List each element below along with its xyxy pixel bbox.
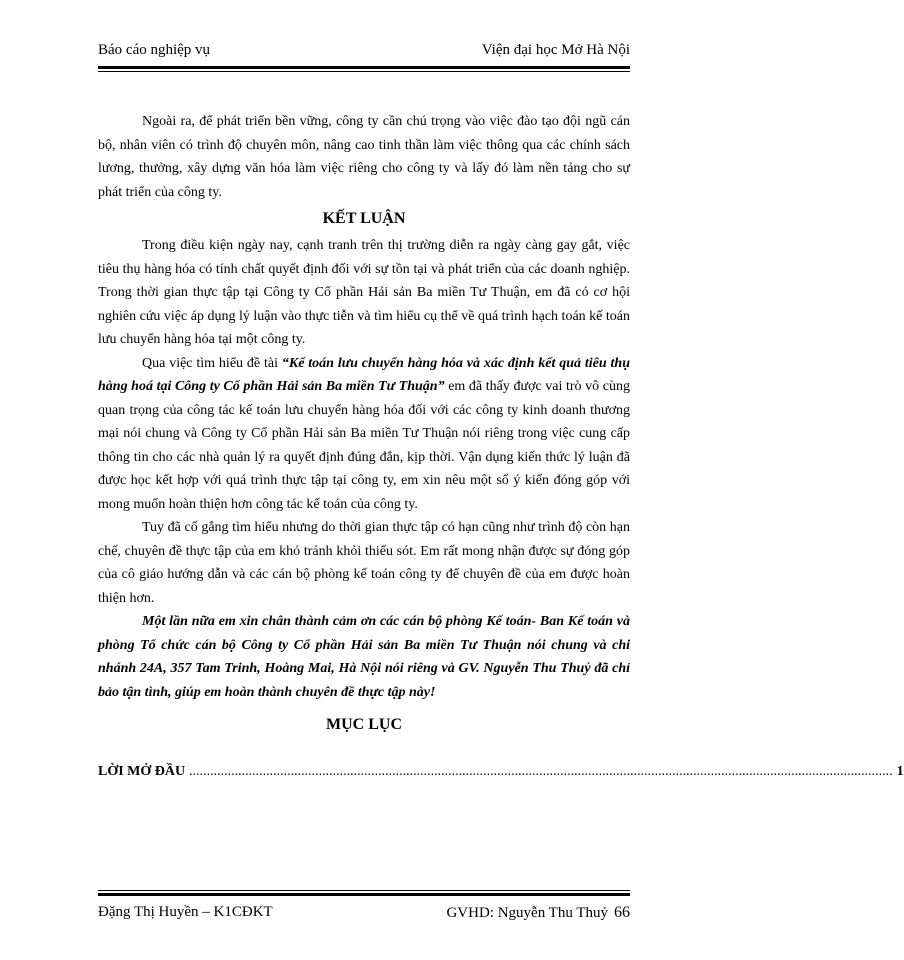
- topic-title: “Kế toán lưu chuyển hàng hóa và xác định kết quả tiêu thụ hàng hoá tại Công ty Cổ phần Hải sản Ba miền Tư Thuận”: [98, 355, 630, 394]
- heading-toc: MỤC LỤC: [326, 716, 402, 733]
- toc-entry-page: 1: [896, 764, 904, 779]
- header-rule-thick: [98, 66, 630, 69]
- header-report-title: Báo cáo nghiệp vụ: [98, 42, 211, 58]
- page-header: [98, 38, 630, 64]
- footer-supervisor-name: GVHD: Nguyễn Thu Thuỷ: [446, 905, 608, 921]
- header-institute: Viện đại học Mở Hà Nội: [481, 42, 630, 58]
- topic-intro: Qua việc tìm hiểu đề tài: [142, 355, 282, 371]
- document-body: [98, 110, 904, 784]
- footer-supervisor: [446, 904, 630, 922]
- footer-author: Đặng Thị Huyền – K1CĐKT: [98, 904, 273, 920]
- paragraph-development: Ngoài ra, để phát triển bền vững, công ty cần chú trọng vào việc đào tạo đội ngũ cán bộ, nhân viên có trình độ chuyên môn, nâng cao tinh thần làm việc thông qua các chính sách lương, thưởng, xây dựng văn hóa làm việc riêng cho công ty và lấy đó làm nền tảng cho sự phát triển của công ty.: [98, 114, 630, 200]
- paragraph-conditions: Trong điều kiện ngày nay, cạnh tranh trên thị trường diễn ra ngày càng gay gắt, việc tiêu thụ hàng hóa có tính chất quyết định đối với sự tồn tại và phát triển của các doanh nghiệp. Trong thời gian thực tập tại Công ty Cổ phần Hải sản Ba miền Tư Thuận, em đã có cơ hội nghiên cứu việc áp dụng lý luận vào thực tiễn và tìm hiểu cụ thể về quá trình hạch toán kế toán lưu chuyển hàng hóa tại một công ty.: [98, 238, 630, 347]
- page-number: 66: [614, 904, 630, 921]
- paragraph-thanks: Một lần nữa em xin chân thành cảm ơn các cán bộ phòng Kế toán- Ban Kế toán và phòng Tổ chức cán bộ Công ty Cổ phần Hải sản Ba miền Tư Thuận nói chung và chi nhánh 24A, 357 Tam Trinh, Hoàng Mai, Hà Nội nói riêng và GV. Nguyễn Thu Thuỷ đã chỉ bảo tận tình, giúp em hoàn thành chuyên đề thực tập này!: [98, 614, 630, 700]
- toc-entry[interactable]: [98, 760, 904, 784]
- toc-leader-dots: .........................................................................................................................................................................................................: [189, 764, 893, 779]
- paragraph-topic: [98, 352, 630, 517]
- paragraph-limitations: Tuy đã cố gắng tìm hiểu nhưng do thời gian thực tập có hạn cũng như trình độ còn hạn chế, chuyên đề thực tập của em khó tránh khỏi thiếu sót. Em rất mong nhận được sự đóng góp của cô giáo hướng dẫn và các cán bộ phòng kế toán công ty để chuyên đề của em được hoàn thiện hơn.: [98, 520, 630, 606]
- footer-rule-thick: [98, 893, 630, 896]
- footer-rule-thin: [98, 890, 630, 891]
- toc-entry-label: LỜI MỞ ĐẦU: [98, 764, 186, 779]
- heading-conclusion: KẾT LUẬN: [322, 210, 406, 227]
- topic-rest: em đã thấy được vai trò vô cùng quan trọng của công tác kế toán lưu chuyển hàng hóa đối với các công ty kinh doanh thương mại nói chung và Công ty Cổ phần Hải sản Ba miền Tư Thuận nói riêng trong việc cung cấp thông tin cho các nhà quản lý ra quyết định đúng đắn, kịp thời. Vận dụng kiến thức lý luận đã được học kết hợp với quá trình thực tập tại công ty, em xin nêu một số ý kiến đóng góp với mong muốn hoàn thiện hơn công tác kế toán của công ty.: [98, 379, 630, 512]
- page-footer: [98, 900, 630, 926]
- header-rule-thin: [98, 71, 630, 72]
